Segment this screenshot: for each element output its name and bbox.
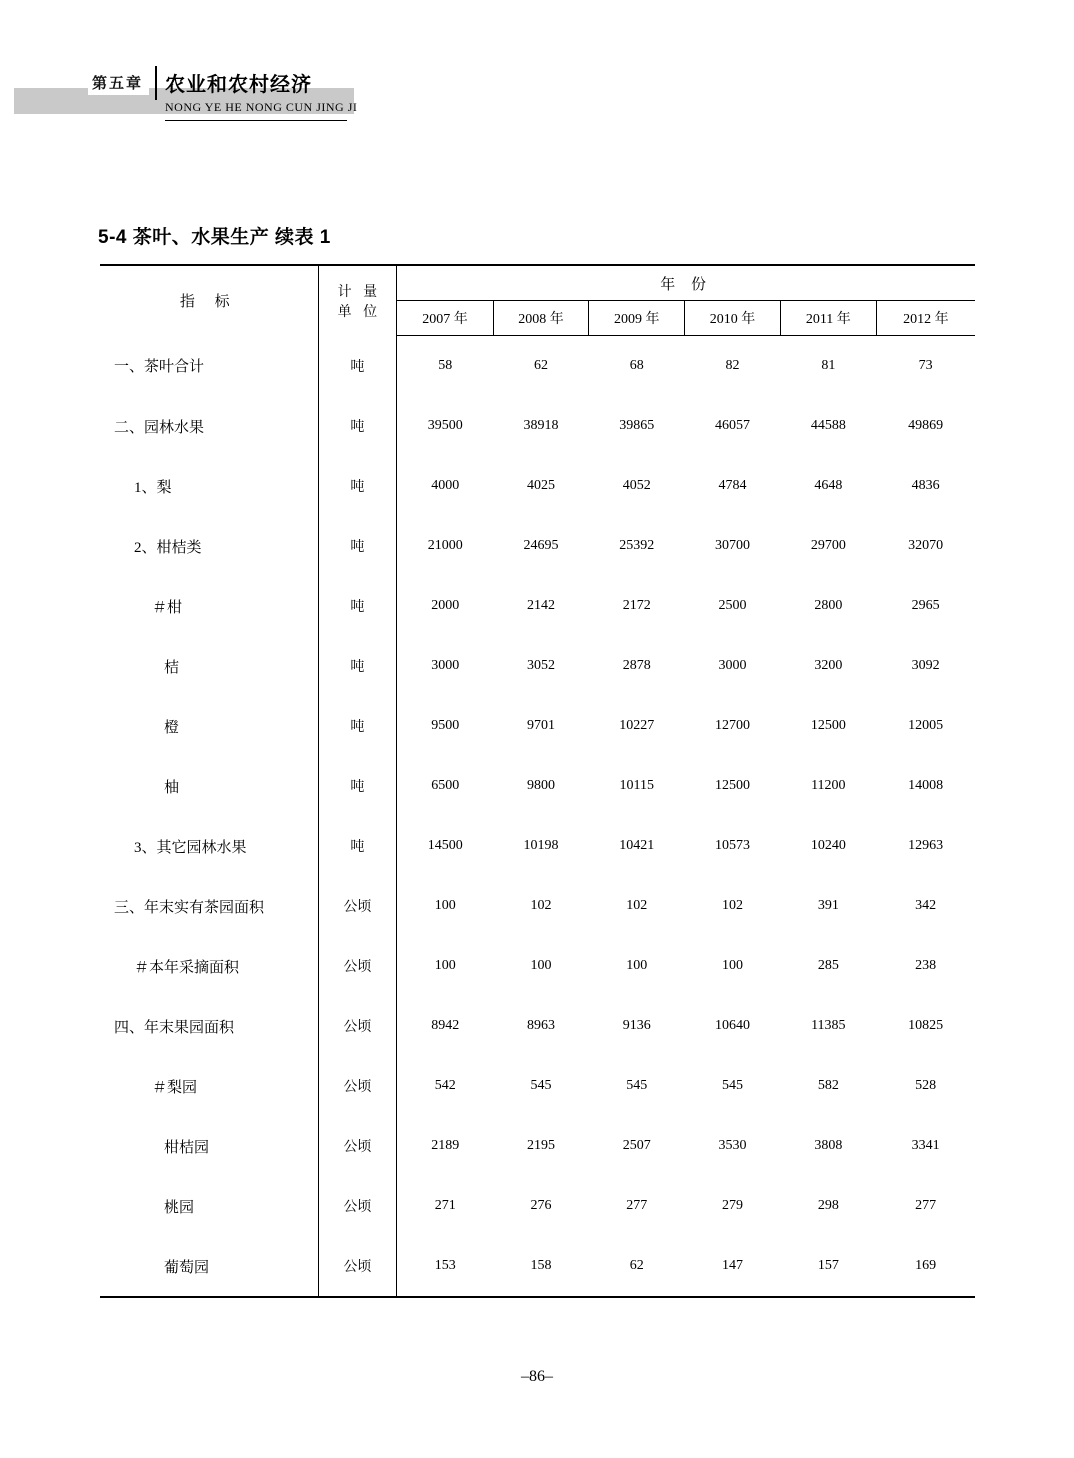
table-row: [100, 996, 975, 1056]
row-value-2007: 39500: [427, 418, 463, 433]
row-value-2008: 3052: [526, 658, 555, 673]
row-value-2011: 12500: [810, 718, 846, 733]
row-indicator: 三、年末实有茶园面积: [100, 876, 318, 936]
row-value-2008: 8963: [526, 1018, 555, 1033]
row-value-2007: 3000: [431, 658, 460, 673]
header-row-group: [100, 265, 975, 301]
row-value-2012: 238: [915, 958, 937, 973]
row-value-2010: 10573: [715, 838, 751, 853]
row-value-2010: 12500: [715, 778, 751, 793]
row-value-2007: 9500: [431, 718, 460, 733]
row-value-2011: 3808: [814, 1138, 843, 1153]
row-value-2010: 12700: [715, 718, 751, 733]
row-indicator: 柑桔园: [100, 1116, 318, 1176]
row-value-2009: 25392: [619, 538, 655, 553]
row-value-2012: 32070: [908, 538, 944, 553]
header-years-group: 年 份: [397, 265, 975, 301]
row-unit: 公顷: [318, 1056, 397, 1116]
row-value-2010: 3530: [718, 1138, 747, 1153]
statistics-table: [100, 264, 975, 1298]
row-value-2009: 10227: [619, 718, 655, 733]
row-value-2011: 29700: [810, 538, 846, 553]
row-value-2007: 4000: [431, 478, 460, 493]
row-value-2007: 58: [438, 358, 453, 373]
row-indicator: 柚: [100, 756, 318, 816]
row-value-2008: 545: [530, 1078, 552, 1093]
row-value-2010: 46057: [715, 418, 751, 433]
table-row: [100, 1176, 975, 1236]
header-unit-line1: 计 量: [337, 284, 382, 300]
row-value-2011: 11200: [811, 778, 846, 793]
row-value-2007: 6500: [431, 778, 460, 793]
row-value-2008: 158: [493, 1236, 589, 1297]
row-value-2011: 582: [817, 1078, 839, 1093]
row-indicator: 一、茶叶合计: [100, 336, 318, 397]
row-unit: 公顷: [318, 1236, 397, 1297]
row-indicator: 二、园林水果: [100, 396, 318, 456]
table-row: [100, 1056, 975, 1116]
chapter-label: 第五章: [88, 70, 149, 95]
row-value-2009: 545: [626, 1078, 648, 1093]
row-value-2007: 8942: [431, 1018, 460, 1033]
row-value-2012: 12963: [908, 838, 944, 853]
row-value-2011: 2800: [814, 598, 843, 613]
row-value-2009: 68: [629, 358, 644, 373]
row-value-2007: 100: [434, 958, 456, 973]
chapter-pinyin: NONG YE HE NONG CUN JING JI: [165, 100, 358, 114]
row-value-2010: 147: [685, 1236, 781, 1297]
header-unit: [318, 265, 397, 336]
table-row: [100, 576, 975, 636]
row-value-2008: 10198: [523, 838, 559, 853]
row-value-2007: 271: [434, 1198, 456, 1213]
row-value-2009: 39865: [619, 418, 655, 433]
row-value-2010: 100: [722, 958, 744, 973]
table-row: [100, 936, 975, 996]
page-number: –86–: [521, 1368, 553, 1385]
row-value-2011: 285: [817, 958, 839, 973]
row-unit: 吨: [318, 396, 397, 456]
row-value-2012: 3341: [911, 1138, 940, 1153]
row-value-2011: 4648: [814, 478, 843, 493]
row-value-2010: 82: [725, 358, 740, 373]
row-value-2012: 10825: [908, 1018, 944, 1033]
row-unit: 公顷: [318, 996, 397, 1056]
row-value-2007: 542: [434, 1078, 456, 1093]
header-year-2008: 2008 年: [493, 301, 589, 336]
row-indicator: 桔: [100, 636, 318, 696]
row-indicator: 桃园: [100, 1176, 318, 1236]
row-value-2008: 24695: [523, 538, 559, 553]
header-year-2011: 2011 年: [780, 301, 876, 336]
header-year-2007: 2007 年: [397, 301, 493, 336]
row-unit: 吨: [318, 516, 397, 576]
row-value-2007: 2189: [431, 1138, 460, 1153]
row-value-2010: 102: [722, 898, 744, 913]
header-unit-line2: 单 位: [337, 304, 382, 320]
row-value-2009: 10421: [619, 838, 655, 853]
row-indicator: 1、梨: [100, 456, 318, 516]
row-value-2010: 3000: [718, 658, 747, 673]
row-value-2009: 62: [589, 1236, 685, 1297]
row-indicator: ＃梨园: [100, 1056, 318, 1116]
row-value-2007: 100: [434, 898, 456, 913]
table-row: [100, 1116, 975, 1176]
row-indicator: 四、年末果园面积: [100, 996, 318, 1056]
row-value-2012: 14008: [908, 778, 944, 793]
row-unit: 吨: [318, 576, 397, 636]
table-row: [100, 516, 975, 576]
row-value-2008: 62: [533, 358, 548, 373]
row-value-2009: 2172: [622, 598, 651, 613]
row-value-2010: 10640: [715, 1018, 751, 1033]
row-value-2010: 545: [722, 1078, 744, 1093]
row-value-2009: 2507: [622, 1138, 651, 1153]
row-unit: 吨: [318, 636, 397, 696]
table-row: [100, 456, 975, 516]
row-indicator: ＃柑: [100, 576, 318, 636]
row-value-2008: 9800: [526, 778, 555, 793]
row-value-2007: 2000: [431, 598, 460, 613]
row-value-2012: 2965: [911, 598, 940, 613]
row-unit: 公顷: [318, 936, 397, 996]
table-row: [100, 816, 975, 876]
row-value-2010: 279: [722, 1198, 744, 1213]
row-value-2012: 528: [915, 1078, 937, 1093]
row-indicator: 橙: [100, 696, 318, 756]
row-unit: 吨: [318, 756, 397, 816]
row-value-2011: 10240: [810, 838, 846, 853]
row-value-2009: 9136: [622, 1018, 651, 1033]
row-value-2011: 81: [821, 358, 836, 373]
row-value-2011: 157: [780, 1236, 876, 1297]
row-value-2008: 276: [530, 1198, 552, 1213]
row-value-2008: 38918: [523, 418, 559, 433]
table-row: [100, 336, 975, 397]
table-row: [100, 1236, 975, 1297]
table-title: 5-4 茶叶、水果生产 续表 1: [98, 227, 331, 248]
row-value-2012: 73: [918, 358, 933, 373]
table-row: [100, 696, 975, 756]
table-body: [100, 336, 975, 1298]
table-row: [100, 756, 975, 816]
row-value-2009: 4052: [622, 478, 651, 493]
table-row: [100, 876, 975, 936]
row-value-2011: 11385: [811, 1018, 846, 1033]
row-unit: 吨: [318, 456, 397, 516]
table-header: [100, 265, 975, 336]
row-value-2012: 342: [915, 898, 937, 913]
row-value-2012: 3092: [911, 658, 940, 673]
row-unit: 吨: [318, 816, 397, 876]
row-value-2007: 21000: [427, 538, 463, 553]
row-value-2008: 9701: [526, 718, 555, 733]
header-year-2012: 2012 年: [876, 301, 975, 336]
table-row: [100, 396, 975, 456]
running-head: [0, 60, 1074, 122]
row-value-2012: 12005: [908, 718, 944, 733]
row-unit: 公顷: [318, 876, 397, 936]
row-value-2009: 100: [626, 958, 648, 973]
chapter-title: 农业和农村经济: [165, 74, 312, 96]
row-indicator: 葡萄园: [100, 1236, 318, 1297]
row-value-2008: 102: [530, 898, 552, 913]
row-indicator: ＃本年采摘面积: [100, 936, 318, 996]
header-indicator: 指 标: [100, 265, 318, 336]
row-value-2010: 30700: [715, 538, 751, 553]
row-value-2012: 277: [915, 1198, 937, 1213]
row-value-2010: 4784: [718, 478, 747, 493]
row-value-2012: 4836: [911, 478, 940, 493]
row-value-2011: 391: [817, 898, 839, 913]
row-value-2009: 2878: [622, 658, 651, 673]
header-year-2010: 2010 年: [685, 301, 781, 336]
row-value-2011: 3200: [814, 658, 843, 673]
running-head-rule: [165, 120, 347, 121]
row-unit: 吨: [318, 336, 397, 397]
row-value-2009: 10115: [619, 778, 654, 793]
row-value-2007: 14500: [427, 838, 463, 853]
row-unit: 公顷: [318, 1176, 397, 1236]
row-value-2009: 277: [626, 1198, 648, 1213]
row-unit: 公顷: [318, 1116, 397, 1176]
row-value-2008: 4025: [526, 478, 555, 493]
running-head-divider: [155, 66, 157, 100]
row-value-2010: 2500: [718, 598, 747, 613]
row-value-2008: 2195: [526, 1138, 555, 1153]
row-value-2007: 153: [397, 1236, 493, 1297]
row-value-2011: 44588: [810, 418, 846, 433]
row-indicator: 3、其它园林水果: [100, 816, 318, 876]
table-row: [100, 636, 975, 696]
header-year-2009: 2009 年: [589, 301, 685, 336]
statistics-table-wrapper: [100, 264, 975, 1298]
row-value-2008: 2142: [526, 598, 555, 613]
row-indicator: 2、柑桔类: [100, 516, 318, 576]
row-value-2009: 102: [626, 898, 648, 913]
row-unit: 吨: [318, 696, 397, 756]
row-value-2012: 169: [876, 1236, 975, 1297]
row-value-2008: 100: [530, 958, 552, 973]
row-value-2012: 49869: [908, 418, 944, 433]
row-value-2011: 298: [817, 1198, 839, 1213]
